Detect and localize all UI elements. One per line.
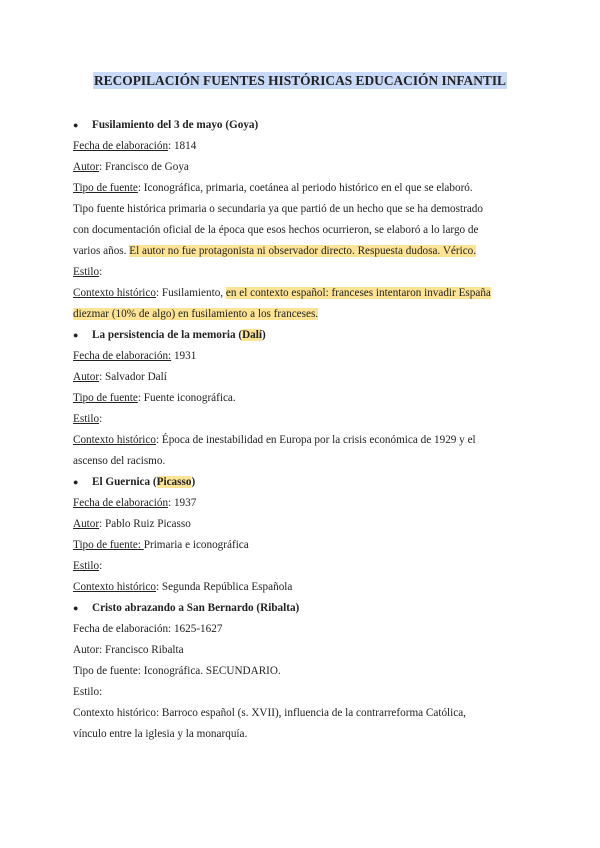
section-heading-text: ) [191, 476, 196, 488]
paragraph-line [73, 241, 533, 262]
section-heading-text: ) [261, 329, 266, 341]
highlighted-text: Dalí [242, 329, 262, 341]
autor-line [73, 157, 533, 178]
bullet-icon: ● [73, 330, 79, 340]
fecha-label: Fecha de elaboración [73, 497, 169, 509]
tipo-value: Primaria e iconográfica [143, 539, 249, 551]
bullet-icon: ● [73, 477, 79, 487]
estilo-value: : [99, 266, 103, 278]
estilo-label: Estilo [73, 413, 100, 425]
document-body [73, 115, 533, 745]
paragraph-text: varios años. [73, 245, 130, 257]
estilo-line [73, 556, 533, 577]
autor-label: Autor [73, 371, 100, 383]
contexto-line-2 [73, 304, 533, 325]
contexto-line [73, 283, 533, 304]
contexto-value: : Segunda República Española [155, 581, 293, 593]
contexto-label: Contexto histórico [73, 434, 156, 446]
autor-line: Autor: Francisco Ribalta [73, 644, 184, 656]
autor-value: : Pablo Ruiz Picasso [99, 518, 191, 530]
contexto-value: : Época de inestabilidad en Europa por la crisis económica de 1929 y el [155, 434, 476, 446]
fecha-value: : 1814 [168, 140, 197, 152]
fecha-line [73, 346, 533, 367]
contexto-line-2: vínculo entre la iglesia y la monarquía. [73, 728, 248, 740]
section-heading-text: La persistencia de la memoria ( [92, 329, 243, 341]
estilo-line: Estilo: [73, 686, 103, 698]
section-heading-ribalta [73, 598, 533, 619]
contexto-line-2: ascenso del racismo. [73, 455, 166, 467]
section-heading-text: Cristo abrazando a San Bernardo (Ribalta) [92, 602, 300, 614]
section-heading-text: Fusilamiento del 3 de mayo (Goya) [92, 119, 259, 131]
contexto-line: Contexto histórico: Barroco español (s. XVII), influencia de la contrarreforma Católica, [73, 707, 466, 719]
highlighted-text: El autor no fue protagonista ni observador directo. Respuesta dudosa. Vérico. [129, 245, 477, 257]
contexto-label: Contexto histórico [73, 581, 156, 593]
tipo-label: Tipo de fuente: [73, 539, 144, 551]
contexto-line [73, 577, 533, 598]
tipo-line [73, 535, 533, 556]
autor-label: Autor [73, 161, 100, 173]
paragraph-line: Tipo fuente histórica primaria o secundaria ya que partió de un hecho que se ha demostrado [73, 203, 483, 215]
bullet-icon: ● [73, 603, 79, 613]
tipo-value: : Fuente iconográfica. [137, 392, 236, 404]
fecha-label: Fecha de elaboración [73, 140, 169, 152]
document-title-text: RECOPILACIÓN FUENTES HISTÓRICAS EDUCACIÓN INFANTIL [94, 73, 506, 88]
highlighted-text: Picasso [156, 476, 192, 488]
estilo-line [73, 409, 533, 430]
fecha-line [73, 493, 533, 514]
tipo-label: Tipo de fuente [73, 182, 138, 194]
fecha-line: Fecha de elaboración: 1625-1627 [73, 623, 223, 635]
tipo-label: Tipo de fuente [73, 392, 138, 404]
highlighted-text: en el contexto español: franceses intentaron invadir España [225, 287, 491, 299]
fecha-line [73, 136, 533, 157]
section-heading-goya [73, 115, 533, 136]
autor-line [73, 367, 533, 388]
estilo-value: : [99, 560, 103, 572]
autor-value: : Salvador Dalí [99, 371, 167, 383]
autor-line [73, 514, 533, 535]
contexto-line [73, 430, 533, 451]
tipo-line [73, 388, 533, 409]
autor-label: Autor [73, 518, 100, 530]
bullet-icon: ● [73, 120, 79, 130]
tipo-line [73, 178, 533, 199]
fecha-value: : 1937 [168, 497, 197, 509]
highlighted-text: diezmar (10% de algo) en fusilamiento a los franceses. [73, 308, 319, 320]
estilo-label: Estilo [73, 266, 100, 278]
section-heading-picasso [73, 472, 533, 493]
tipo-line: Tipo de fuente: Iconográfica. SECUNDARIO. [73, 665, 281, 677]
fecha-value: 1931 [171, 350, 197, 362]
paragraph-line: con documentación oficial de la época que esos hechos ocurrieron, se elaboró a lo largo de [73, 224, 479, 236]
contexto-value: : Fusilamiento, [155, 287, 226, 299]
contexto-label: Contexto histórico [73, 287, 156, 299]
autor-value: : Francisco de Goya [99, 161, 189, 173]
section-heading-text: El Guernica ( [92, 476, 157, 488]
estilo-label: Estilo [73, 560, 100, 572]
fecha-label: Fecha de elaboración: [73, 350, 172, 362]
estilo-line [73, 262, 533, 283]
document-title [0, 72, 600, 90]
estilo-value: : [99, 413, 103, 425]
section-heading-dali [73, 325, 533, 346]
tipo-value: : Iconográfica, primaria, coetánea al periodo histórico en el que se elaboró. [137, 182, 473, 194]
